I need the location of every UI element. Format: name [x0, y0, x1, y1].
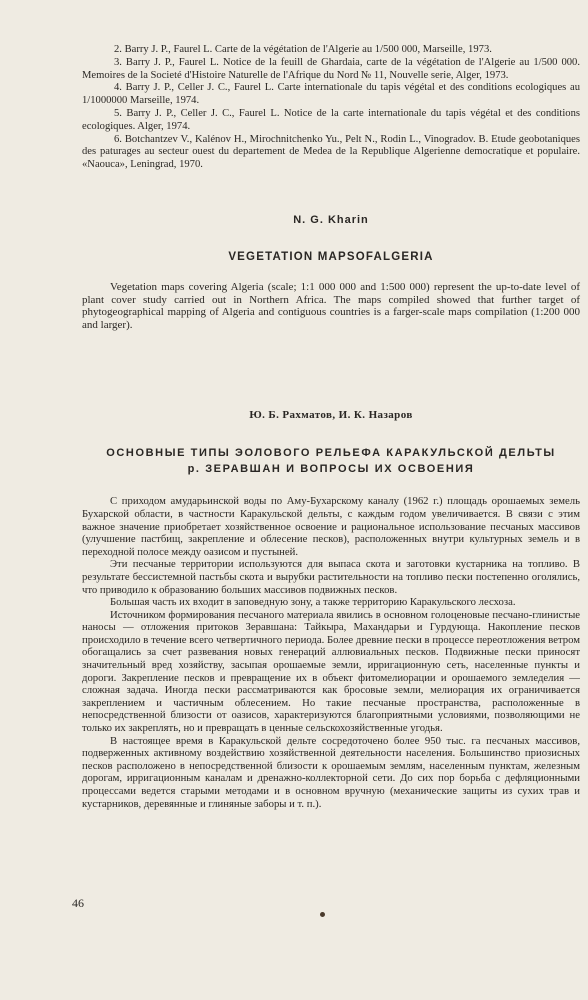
russian-article-authors: Ю. Б. Рахматов, И. К. Назаров [249, 409, 413, 422]
reference-item: 3. Barry J. P., Faurel L. Notice de la feuill de Ghardaia, carte de la végétation de l'Algerie au 1/500 000. Memoires de la Societé d'Histoire Naturelle de l'Afrique du Nord № 11, Nouvelle serie, Alger, 1973. [82, 56, 580, 81]
russian-article-title-line: р. ЗЕРАВШАН И ВОПРОСЫ ИХ ОСВОЕНИЯ [187, 463, 475, 476]
page-number: 46 [72, 896, 84, 910]
body-paragraph: Эти песчаные территории используются для выпаса скота и заготовки кустарника на топливо. В результате бессистемной пастьбы скота и вырубки растительности на топливо пески постепенно оголялись, что приводило к образованию больших массивов подвижных песков. [82, 558, 580, 596]
english-article-title: VEGETATION MAPSOFALGERIA [228, 250, 434, 263]
reference-item: 4. Barry J. P., Celler J. C., Faurel L. Carte internationale du tapis végétal et des conditions ecologiques au 1/1000000 Marseille, 1974. [82, 82, 580, 107]
reference-item: 6. Botchantzev V., Kalénov H., Mirochnitchenko Yu., Pelt N., Rodin L., Vinogradov. B. Etude geobotaniques des paturages au secteur ouest du departement de Medea de la Republique Algerienne democratique et populaire. «Naouca», Leningrad, 1970. [82, 133, 580, 171]
russian-article-title [82, 445, 580, 477]
reference-list [82, 44, 580, 172]
russian-article-title-line: ОСНОВНЫЕ ТИПЫ ЭОЛОВОГО РЕЛЬЕФА КАРАКУЛЬСКОЙ ДЕЛЬТЫ [106, 447, 556, 460]
english-article-abstract: Vegetation maps covering Algeria (scale; 1:1 000 000 and 1:500 000) represent the up-to-date level of plant cover study carried out in Northern Africa. The maps compiled showed that further target of phytogeographical mapping of Algeria and contiguous countries is a farger-scale maps compilation (1:200 000 and larger). [82, 280, 580, 331]
body-paragraph: Большая часть их входит в заповедную зону, а также территорию Каракульского лесхоза. [110, 596, 516, 609]
body-paragraph: Источником формирования песчаного материала явились в основном голоценовые песчано-глинистые наносы — отложения притоков Зеравшана: Тайкыра, Махандарьи и Гурдующа. Накопление песков происходило в течение всего четвертичного периода. Более древние пески в процессе переотложения ветром обогащались за счет развевания новых генераций аллювиальных песков. Подвижные пески приносят значительный вред хозяйству, засыпая орошаемые земли, ирригационную сеть, населенные пункты и дороги. Закрепление песков и превращение их в объект фитомелиорации и орошаемого земледелия — сложная задача. Иногда пески рассматриваются как бросовые земли, мелиорация их ограничивается закреплением и частичным облесением. Но такие песчаные пространства, расположенные в непосредственной близости от оазисов, характеризуются благоприятными условиями, позволяющими не только их закреплять, но и превращать в ценные сельскохозяйственные угодья. [82, 608, 580, 735]
russian-article-body [82, 495, 580, 810]
body-paragraph: С приходом амударьинской воды по Аму-Бухарскому каналу (1962 г.) площадь орошаемых земель Бухарской области, в частности Каракульской дельты, с каждым годом увеличивается. В связи с этим важное значение приобретает хозяйственное освоение и рациональное использование песчаных массивов (улучшение пастбищ, закрепление и облесение песков), расположенных внутри культурных земель и в переходной полосе между оазисом и пустыней. [82, 495, 580, 558]
paper-speck [320, 912, 325, 917]
reference-item: 2. Barry J. P., Faurel L. Carte de la végétation de l'Algerie au 1/500 000, Marseille, 1973. [114, 44, 492, 55]
reference-item: 5. Barry J. P., Celler J. C., Faurel L. Notice de la carte internationale du tapis végétal et des conditions ecologiques. Alger, 1974. [82, 107, 580, 132]
english-article-author: N. G. Kharin [293, 213, 369, 226]
body-paragraph: В настоящее время в Каракульской дельте сосредоточено более 950 тыс. га песчаных массивов, подверженных активному воздействию хозяйственной деятельности населения. Большинство приозисных песков расположено в непосредственной близости к орошаемым землям, населенным пунктам, железным дорогам, ирригационным каналам и дренажно-коллекторной сети. До сих пор борьба с дефляционными процессами ведется старыми методами и в основном вручную (механические защиты из сухих трав и кустарников, деревянные и глиняные заборы и т. п.). [82, 734, 580, 810]
